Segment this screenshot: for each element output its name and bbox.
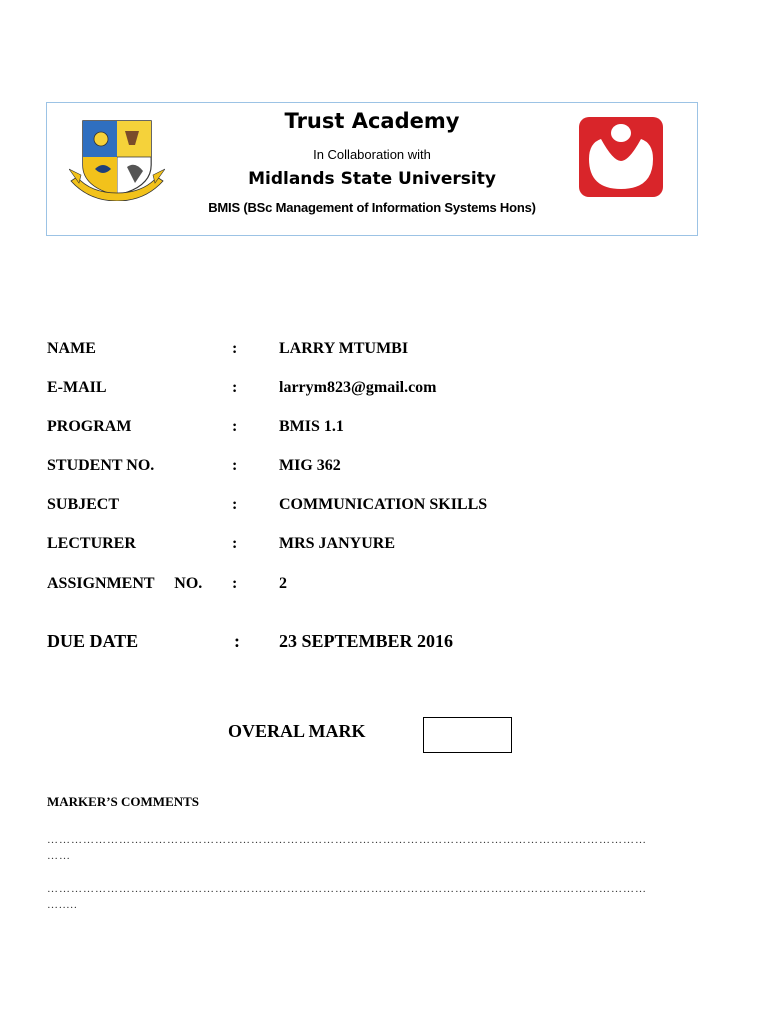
header-box xyxy=(46,102,698,236)
student-no-value: MIG 362 xyxy=(279,457,341,474)
comments-line-1-tail: …… xyxy=(47,850,71,862)
due-date-value: 23 SEPTEMBER 2016 xyxy=(279,631,454,651)
subject-value: COMMUNICATION SKILLS xyxy=(279,496,488,513)
email-value: larrym823@gmail.com xyxy=(279,379,437,396)
header-university: Midlands State University xyxy=(248,169,496,189)
name-colon: : xyxy=(232,340,238,357)
info-row-name xyxy=(47,340,747,364)
program-label: PROGRAM xyxy=(47,418,132,435)
subject-label: SUBJECT xyxy=(47,496,120,513)
assignment-value: 2 xyxy=(279,575,287,592)
assignment-colon: : xyxy=(232,575,238,592)
overal-mark-label: OVERAL MARK xyxy=(228,721,366,741)
info-row-assignment xyxy=(47,575,747,599)
comments-line-1[interactable]: …………………………………………………………………………………………………………………………………… xyxy=(47,834,647,846)
info-row-program xyxy=(47,418,747,442)
lecturer-colon: : xyxy=(232,535,238,552)
program-value: BMIS 1.1 xyxy=(279,418,344,435)
info-row-lecturer xyxy=(47,535,747,559)
info-row-subject xyxy=(47,496,747,520)
header-collab-text: In Collaboration with xyxy=(313,147,431,162)
comments-line-2-tail: …..... xyxy=(47,899,78,911)
info-row-email xyxy=(47,379,747,403)
email-colon: : xyxy=(232,379,238,396)
due-date-label: DUE DATE xyxy=(47,631,139,651)
program-colon: : xyxy=(232,418,238,435)
assignment-label: ASSIGNMENT NO. xyxy=(47,575,203,592)
email-label: E-MAIL xyxy=(47,379,107,396)
info-row-due-date xyxy=(47,631,747,655)
lecturer-label: LECTURER xyxy=(47,535,136,552)
info-row-student-no xyxy=(47,457,747,481)
lecturer-value: MRS JANYURE xyxy=(279,535,395,552)
student-no-colon: : xyxy=(232,457,238,474)
subject-colon: : xyxy=(232,496,238,513)
comments-line-2[interactable]: …………………………………………………………………………………………………………………………………… xyxy=(47,883,647,895)
name-label: NAME xyxy=(47,340,96,357)
name-value: LARRY MTUMBI xyxy=(279,340,409,357)
student-no-label: STUDENT NO. xyxy=(47,457,155,474)
due-date-colon: : xyxy=(234,631,240,651)
header-title: Trust Academy xyxy=(284,109,460,133)
academy-logo-icon xyxy=(579,117,663,197)
overal-mark-box[interactable] xyxy=(423,717,512,753)
header-program: BMIS (BSc Management of Information Systems Hons) xyxy=(208,200,536,215)
markers-comments-label: MARKER’S COMMENTS xyxy=(47,794,200,809)
